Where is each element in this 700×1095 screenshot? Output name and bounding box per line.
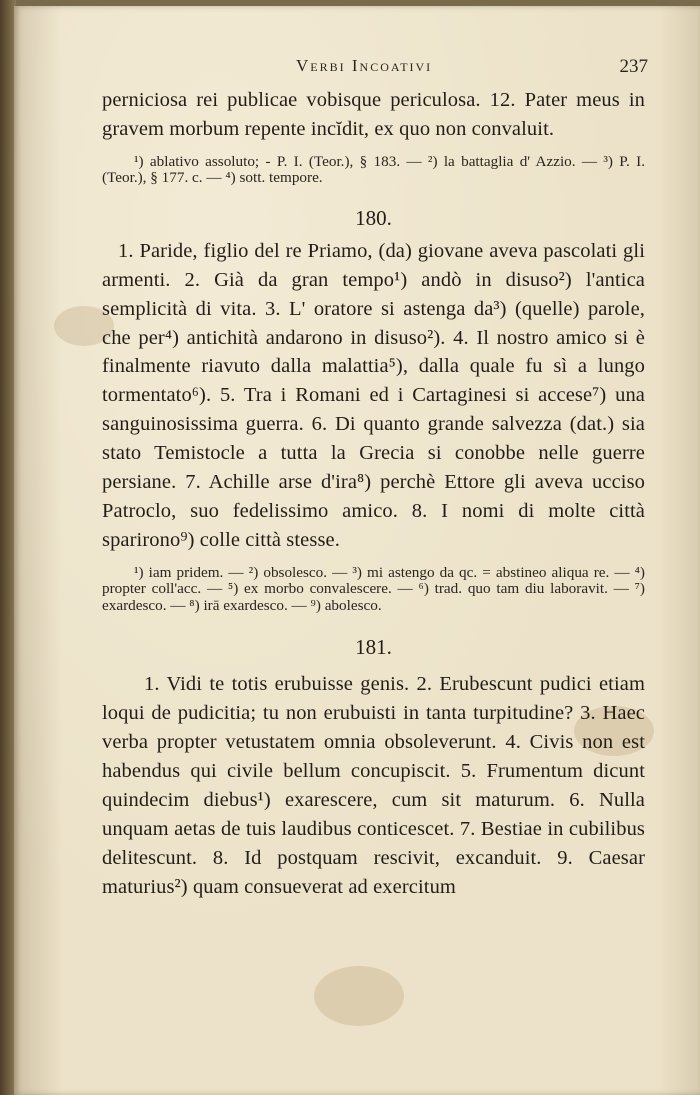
page-number: 237 [619,56,648,77]
page-header [0,56,700,82]
exercise-180-text: 1. Paride, figlio del re Priamo, (da) giovane aveva pascolati gli armenti. 2. Già da gran tempo¹) andò in disuso²) l'antica semplicità di vita. 3. L' oratore si astenga da³) (quelle) parole, che per⁴) antichità andarono in disuso²). 4. Il nostro amico si è finalmente riavuto dalla malattia⁵), dalla quale fu sì a lungo tormentato⁶). 5. Tra i Romani ed i Cartaginesi si accese⁷) una sanguinosissima guerra. 6. Di quanto grande salvezza (dat.) sia stato Temistocle a tutta la Grecia si conobbe nelle guerre persiane. 7. Achille arse d'ira⁸) perchè Ettore gli aveva ucciso Patroclo, suo fedelissimo amico. 8. I nomi di molte città sparirono⁹) colle città stesse. [102,239,645,551]
continued-paragraph: perniciosa rei publicae vobisque periculosa. 12. Pater meus in gravem morbum repente incĭdit, ex quo non convaluit. [102,89,645,140]
footnotes-exercise-180: ¹) iam pridem. — ²) obsolesco. — ³) mi astengo da qc. = abstineo aliqua re. — ⁴) propter coll'acc. — ⁵) ex morbo convalescere. — ⁶) trad. quo tam diu laboravit. — ⁷) exardesco. — ⁸) irā exardesco. — ⁹) abolesco. [102,563,645,614]
running-title: Verbi Incoativi [296,56,433,75]
footnotes-previous-exercise: ¹) ablativo assoluto; - P. I. (Teor.), § 183. — ²) la battaglia d' Azzio. — ³) P. I. (Teor.), § 177. c. — ⁴) sott. tempore. [102,152,645,187]
exercise-181-text: 1. Vidi te totis erubuisse genis. 2. Erubescunt pudici etiam loqui de pudicitia; tu non erubuisti in tanta turpitudine? 3. Haec verba propter vetustatem omnia obsoleverunt. 4. Civis non est habendus qui civile bellum concupiscit. 5. Frumentum dicunt quindecim diebus¹) exarescere, cum sit maturum. 6. Nulla unquam aetas de tuis laudibus conticescet. 7. Bestiae in cubilibus delitescunt. 8. Id postquam rescivit, excanduit. 9. Caesar maturius²) quam consueverat ad exercitum [102,673,645,898]
page-body [102,86,645,902]
section-number-181: 181. [355,635,392,660]
paper-stain [314,966,404,1026]
section-number-180: 180. [355,205,392,230]
